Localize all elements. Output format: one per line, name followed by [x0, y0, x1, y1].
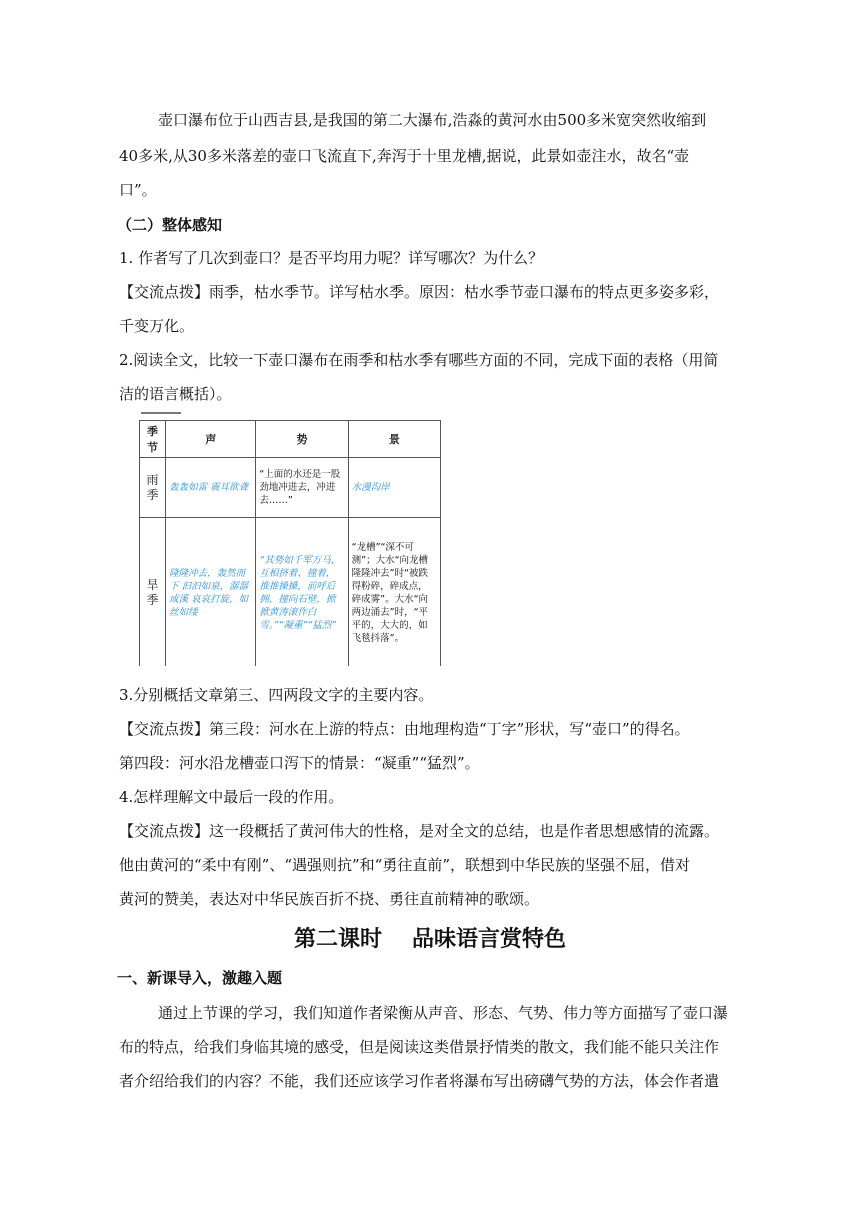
question-4: 4.怎样理解文中最后一段的作用。 [119, 788, 344, 806]
answer-3-line-2: 第四段：河水沿龙槽壶口泻下的情景：“凝重”“猛烈”。 [119, 754, 480, 772]
answer-3-line-1: 【交流点拨】第三段：河水在上游的特点：由地理构造“丁字”形状，写“壶口”的得名。 [119, 720, 690, 738]
header-season: 季节 [140, 421, 166, 458]
header-sound: 声 [166, 421, 256, 458]
question-3: 3.分别概括文章第三、四两段文字的主要内容。 [119, 686, 434, 704]
header-scene: 景 [348, 421, 440, 458]
lesson-2-title-part-a: 第二课时 [293, 927, 382, 952]
rainy-sound: 轰轰如雷 震耳欲聋 [166, 458, 256, 518]
intro-line-1: 壶口瀑布位于山西吉县,是我国的第二大瀑布,浩淼的黄河水由500多米宽突然收缩到 [158, 111, 707, 129]
intro-line-3: 口”。 [119, 181, 157, 199]
cropped-caption-top [141, 412, 181, 420]
section-heading-perception: （二）整体感知 [117, 216, 223, 234]
dry-scene: “龙槽”“深不可测”；大水“向龙槽隆隆冲去”时“被跌得粉碎，碎成点，碎成雾”。大水“向两边涌去”时，“平平的，大大的，如飞毯抖落”。 [348, 518, 440, 667]
rainy-momentum: “上面的水还是一股劲地冲进去，冲进去……” [256, 458, 348, 518]
lesson-2-paragraph-line-1: 通过上节课的学习，我们知道作者梁衡从声音、形态、气势、伟力等方面描写了壶口瀑 [158, 1004, 729, 1022]
lesson-2-section-heading: 一、新课导入，激趣入题 [117, 969, 283, 987]
season-comparison-table-image [139, 410, 443, 666]
season-rainy: 雨季 [140, 458, 166, 518]
header-momentum: 势 [256, 421, 348, 458]
lesson-2-paragraph-line-2: 布的特点，给我们身临其境的感受，但是阅读这类借景抒情类的散文，我们能不能只关注作 [119, 1038, 720, 1056]
question-2-line-1: 2.阅读全文，比较一下壶口瀑布在雨季和枯水季有哪些方面的不同，完成下面的表格（用简 [119, 351, 719, 369]
table-row-rainy [140, 458, 441, 518]
season-comparison-table [139, 420, 441, 666]
dry-momentum: “其势如千军万马，互相挤着、撞着，推推搡搡，前呼后拥，撞向石壁，掀掀黄涛滚作白雪。”“凝重”“猛烈” [256, 518, 348, 667]
answer-4-line-3: 黄河的赞美，表达对中华民族百折不挠、勇往直前精神的歌颂。 [119, 890, 540, 908]
question-1: 1. 作者写了几次到壶口？是否平均用力呢？详写哪次？为什么？ [119, 249, 544, 267]
rainy-scene: 水漫沟岸 [348, 458, 440, 518]
lesson-2-paragraph-line-3: 者介绍给我们的内容？不能，我们还应该学习作者将瀑布写出磅礴气势的方法，体会作者遣 [119, 1072, 720, 1090]
table-header-row [140, 421, 441, 458]
lesson-2-title-part-b: 品味语言赏特色 [412, 927, 567, 952]
answer-1-line-2: 千变万化。 [119, 317, 195, 335]
table-row-dry [140, 518, 441, 667]
intro-line-2: 40多米,从30多米落差的壶口飞流直下,奔泻于十里龙槽,据说，此景如壶注水，故名“壶 [119, 147, 690, 165]
answer-4-line-1: 【交流点拨】这一段概括了黄河伟大的性格，是对全文的总结，也是作者思想感情的流露。 [119, 822, 720, 840]
answer-1-line-1: 【交流点拨】雨季，枯水季节。详写枯水季。原因：枯水季节壶口瀑布的特点更多姿多彩， [119, 283, 720, 301]
season-dry: 旱季 [140, 518, 166, 667]
answer-4-line-2: 他由黄河的“柔中有刚”、“遇强则抗”和“勇往直前”，联想到中华民族的坚强不屈，借对 [119, 856, 691, 874]
dry-sound: 隆隆冲去，轰然而下 汩汩如泉，潺潺成溪 哀哀打旋，如丝如缕 [166, 518, 256, 667]
question-2-line-2: 洁的语言概括）。 [119, 385, 232, 403]
lesson-2-title [0, 925, 860, 955]
